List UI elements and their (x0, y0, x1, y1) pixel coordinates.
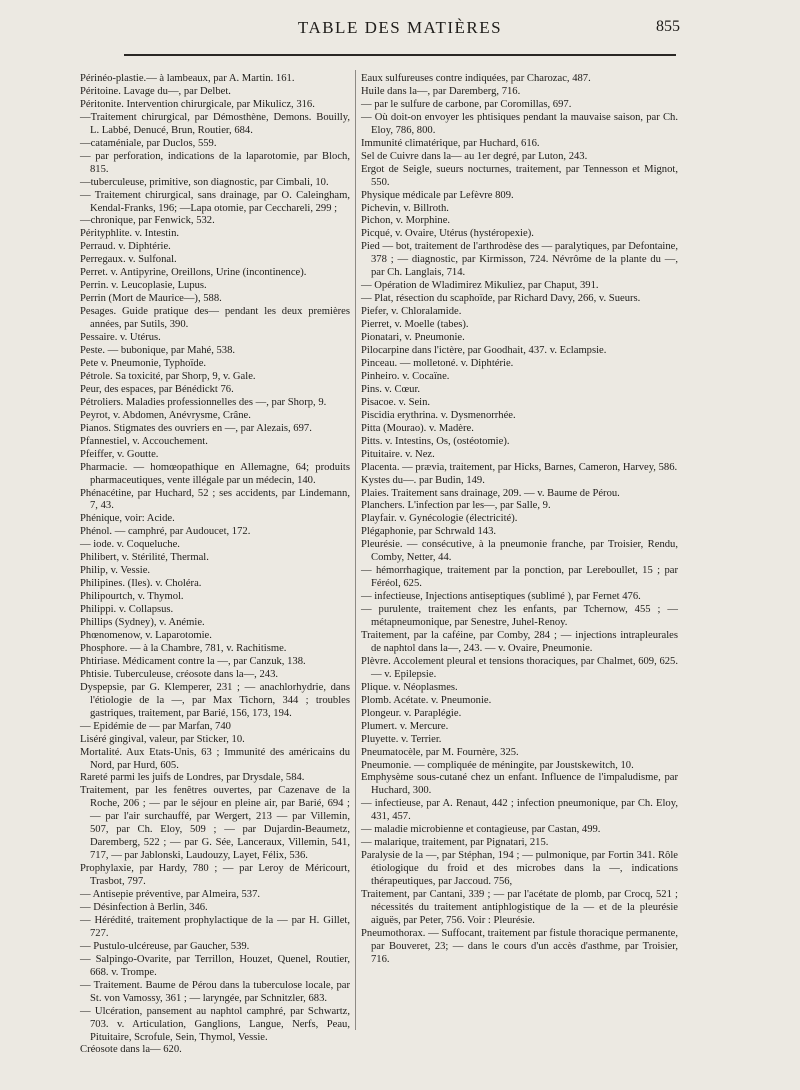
index-entry: Pichon, v. Morphine. (361, 215, 451, 227)
index-entry: Pétrole. Sa toxicité, par Shorp, 9, v. Gale. (80, 370, 256, 382)
index-entry: Philibert, v. Stérilité, Thermal. (80, 552, 209, 564)
index-entry: Périnéo-plastie.— à lambeaux, par A. Martin. 161. (80, 73, 295, 84)
index-entry: Peste. — bubonique, par Mahé, 538. (80, 345, 236, 357)
index-entry: —tuberculeuse, primitive, son diagnostic, par Cimbali, 10. (80, 176, 329, 188)
index-entry: Emphysème sous-cutané chez un enfant. Influence de l'impaludisme, par Huchard, 300. (361, 772, 678, 797)
index-entry: Perraud. v. Diphtérie. (80, 241, 171, 253)
index-entry: Pfannestiel, v. Accouchement. (80, 435, 208, 447)
index-entry: Perret. v. Antipyrine, Oreillons, Urine (incontinence). (80, 267, 307, 279)
index-entry: Huile dans la—, par Daremberg, 716. (361, 85, 521, 97)
index-entry: — Antisepie préventive, par Almeira, 537. (80, 889, 261, 901)
index-entry: Perrin (Mort de Maurice—), 588. (80, 293, 222, 305)
right-column (361, 73, 678, 967)
index-entry: — Désinfection à Berlin, 346. (80, 902, 208, 913)
index-entry: Pneumatocèle, par M. Fournère, 325. (361, 746, 519, 758)
index-entry: Pharmacie. — homœopathique en Allemagne, 64; produits pharmaceutiques, vente illégale par un médecin, 140. (80, 461, 350, 486)
index-entry: — Plat, résection du scaphoïde, par Richard Davy, 266, v. Sueurs. (361, 293, 641, 305)
index-entry: Rareté parmi les juifs de Londres, par Drysdale, 584. (80, 772, 305, 784)
index-entry: Pichevin, v. Billroth. (361, 202, 449, 214)
index-entry: Plumert. v. Mercure. (361, 720, 449, 732)
index-entry: Plégaphonie, par Schrwald 143. (361, 526, 497, 538)
index-entry: Phillips (Sydney), v. Anémie. (80, 617, 205, 629)
page-header (0, 16, 800, 44)
index-entry: —Traitement chirurgical, par Démosthène, Demons. Bouilly, L. Labbé, Denucé, Brun, Routier, 684. (80, 111, 350, 136)
header-rule (124, 54, 676, 56)
index-entry: Pneumothorax. — Suffocant, traitement par fistule thoracique permanente, par Bouveret, 23; — dans le cours d'un accès d'asthme, par Troisier, 716. (361, 927, 678, 965)
index-entry: Pins. v. Cœur. (361, 383, 421, 395)
index-entry: Pfeiffer, v. Goutte. (80, 448, 159, 460)
index-entry: — maladie microbienne et contagieuse, par Castan, 499. (361, 824, 601, 836)
index-entry: Péritoine. Lavage du—, par Delbet. (80, 85, 231, 97)
running-title: TABLE DES MATIÈRES (297, 18, 503, 37)
index-entry: Plèvre. Accolement pleural et tensions thoraciques, par Chalmet, 609, 625. — v. Epilepsie. (361, 655, 678, 680)
index-entry: Picqué, v. Ovaire, Utérus (hystéropexie). (361, 228, 534, 240)
index-entry: Pitts. v. Intestins, Os, (ostéotomie). (361, 435, 510, 447)
index-entry: Peur, des espaces, par Bénédickt 76. (80, 383, 234, 395)
index-entry: Dyspepsie, par G. Klemperer, 231 ; — anachlorhydrie, dans l'étiologie de la —, par Max Tichorn, 344 ; troubles gastriques, traitement, par Barié, 156, 173, 194. (80, 681, 350, 719)
index-entry: — par perforation, indications de la laparotomie, par Bloch, 815. (80, 150, 350, 175)
index-entry: Phénacétine, par Huchard, 52 ; ses accidents, par Lindemann, 7, 43. (80, 487, 350, 512)
index-entry: Pesages. Guide pratique des— pendant les deux premières années, par Sutils, 390. (80, 306, 350, 331)
index-entry: Pianos. Stigmates des ouvriers en —, par Alezais, 697. (80, 422, 312, 434)
index-entry: Pinceau. — molletoné. v. Diphtérie. (361, 357, 514, 369)
index-entry: Eaux sulfureuses contre indiquées, par Charozac, 487. (361, 73, 591, 84)
index-entry: Traitement, par les fenêtres ouvertes, par Cazenave de la Roche, 206 ; — par le séjour en pleine air, par Barié, 694 ; — par l'air surchauffé, par Wergert, 213 — par Villemin, 507, par Ch. Eloy, 509 ; — par Dujardin-Beaumetz, Daremberg, 522 ; — par G. Sée, Lanceraux, Villemin, 541, 717, — par Jablonski, Laudouzy, Layet, Félix, 536. (80, 785, 350, 862)
index-entry: — infectieuse, par A. Renaut, 442 ; infection pneumonique, par Ch. Eloy, 431, 457. (361, 798, 678, 823)
index-entry: Pilocarpine dans l'ictère, par Goodhait, 437. v. Eclampsie. (361, 345, 607, 357)
left-column (80, 73, 350, 1057)
index-entry: — iode. v. Coqueluche. (80, 539, 180, 551)
index-entry: — Opération de Wladimirez Mikuliez, par Chaput, 391. (361, 280, 599, 292)
index-entry: Pétroliers. Maladies professionnelles des —, par Shorp, 9. (80, 396, 327, 408)
index-entry: — infectieuse, Injections antiseptiques (sublimé ), par Fernet 476. (361, 591, 641, 603)
index-entry: Plique. v. Néoplasmes. (361, 681, 458, 693)
index-entry: — par le sulfure de carbone, par Coromillas, 697. (361, 98, 572, 110)
index-entry: Pessaire. v. Utérus. (80, 332, 161, 344)
index-entry: Pied — bot, traitement de l'arthrodèse des — paralytiques, par Defontaine, 378 ; — diagnostic, par Kirmisson, 724. Névrôme de la plante du —, par Ch. Langlais, 714. (361, 241, 678, 279)
index-entry: Perregaux. v. Sulfonal. (80, 254, 177, 266)
index-entry: Traitement, par Cantani, 339 ; — par l'acétate de plomb, par Crocq, 521 ; nécessités du traitement antiphlogistique de la — et de la pleurésie aiguës, par Peter, 756. Voir : Pleurésie. (361, 889, 678, 926)
index-entry: Traitement, par la caféine, par Comby, 284 ; — injections intrapleurales de naphtol dans la—, 243. — v. Ovaire, Pneumonie. (361, 629, 678, 654)
index-entry: Phénol. — camphré, par Audoucet, 172. (80, 526, 251, 538)
index-entry: — Pustulo-ulcéreuse, par Gaucher, 539. (80, 940, 250, 952)
index-entry: — Où doit-on envoyer les phtisiques pendant la mauvaise saison, par Ch. Eloy, 786, 800. (361, 111, 678, 136)
index-entry: Philipines. (Iles). v. Choléra. (80, 578, 202, 590)
index-entry: — purulente, traitement chez les enfants, par Tchernow, 455 ; — métapneumonique, par Senestre, Juhel-Renoy. (361, 604, 678, 629)
index-entry: — malarique, traitement, par Pignatari, 215. (361, 837, 549, 849)
index-entry: Phénique, voir: Acide. (80, 513, 175, 525)
index-entry: Pionatari, v. Pneumonie. (361, 332, 465, 344)
index-entry: Physique médicale par Lefèvre 809. (361, 189, 514, 201)
index-entry: Philippi. v. Collapsus. (80, 604, 174, 616)
index-entry: Phœnomenow, v. Laparotomie. (80, 629, 212, 641)
index-entry: — hémorrhagique, traitement par la ponction, par Lereboullet, 15 ; par Féréol, 625. (361, 565, 678, 590)
index-entry: Peyrot, v. Abdomen, Anévrysme, Crâne. (80, 409, 251, 421)
index-entry: Piscidia erythrina. v. Dysmenorrhée. (361, 409, 516, 421)
index-entry: — Salpingo-Ovarite, par Terrillon, Houzet, Quenel, Routier, 668. v. Trompe. (80, 953, 350, 978)
index-entry: Péritonite. Intervention chirurgicale, par Mikulicz, 316. (80, 98, 315, 110)
index-entry: Immunité climatérique, par Huchard, 616. (361, 137, 540, 149)
index-entry: Prophylaxie, par Hardy, 780 ; — par Leroy de Méricourt, Trasbot, 797. (80, 863, 350, 888)
index-entry: Kystes du—. par Budin, 149. (361, 474, 485, 486)
index-entry: Philip, v. Vessie. (80, 565, 151, 577)
index-entry: Pituitaire. v. Nez. (361, 448, 435, 460)
index-entry: Plaies. Traitement sans drainage, 209. — v. Baume de Pérou. (361, 487, 620, 499)
index-entry: Pierret, v. Moelle (tabes). (361, 319, 469, 331)
index-entry: Pisacoe. v. Sein. (361, 396, 431, 408)
index-entry: Phtiriase. Médicament contre la —, par Canzuk, 138. (80, 655, 306, 667)
index-entry: Ergot de Seigle, sueurs nocturnes, traitement, par Tennesson et Mignot, 550. (361, 163, 678, 188)
index-entry: — Traitement chirurgical, sans drainage, par O. Caleingham, Kendal-Franks, 196; —Lapa otomie, par Cecchareli, 299 ; (80, 189, 350, 214)
index-entry: Pleurésie. — consécutive, à la pneumonie franche, par Troisier, Rendu, Comby, Netter, 44. (361, 539, 678, 564)
index-entry: Pneumonie. — compliquée de méningite, par Joustskewitch, 10. (361, 759, 634, 771)
index-entry: Pluyette. v. Terrier. (361, 733, 442, 745)
index-entry: —chronique, par Fenwick, 532. (80, 215, 215, 227)
index-entry: Pinheiro. v. Cocaïne. (361, 370, 450, 382)
index-entry: Phosphore. — à la Chambre, 781, v. Rachitisme. (80, 642, 287, 654)
column-divider (355, 70, 356, 1030)
index-entry: Plomb. Acétate. v. Pneumonie. (361, 694, 492, 706)
index-entry: — Ulcération, pansement au naphtol camphré, par Schwartz, 703. v. Articulation, Ganglions, Langue, Nerfs, Peau, Pituitaire, Scrofule, Sein, Thymol, Vessie. (80, 1005, 350, 1043)
index-entry: — Hérédité, traitement prophylactique de la — par H. Gillet, 727. (80, 914, 350, 939)
index-entry: Planchers. L'infection par les—, par Salle, 9. (361, 500, 551, 512)
index-entry: Piefer, v. Chloralamide. (361, 306, 462, 318)
index-entry: Playfair. v. Gynécologie (électricité). (361, 513, 518, 525)
index-entry: Plongeur. v. Paraplégie. (361, 707, 462, 719)
index-entry: Liséré gingival, valeur, par Sticker, 10. (80, 733, 245, 745)
index-entry: Phtisie. Tuberculeuse, créosote dans la—, 243. (80, 668, 279, 680)
index-entry: Sel de Cuivre dans la— au 1er degré, par Luton, 243. (361, 150, 588, 162)
index-entry: — Epidémie de — par Marfan, 740 (80, 720, 231, 732)
page-number: 855 (656, 18, 680, 35)
index-entry: Placenta. — prævia, traitement, par Hicks, Barnes, Cameron, Harvey, 586. (361, 461, 678, 473)
index-entry: —cataméniale, par Duclos, 559. (80, 137, 217, 149)
index-entry: Perrin. v. Leucoplasie, Lupus. (80, 280, 207, 292)
index-entry: — Traitement. Baume de Pérou dans la tuberculose locale, par St. von Vamossy, 361 ; — laryngée, par Schnitzler, 683. (80, 979, 350, 1004)
index-entry: Mortalité. Aux Etats-Unis, 63 ; Immunité des américains du Nord, par Hurd, 605. (80, 746, 350, 771)
index-entry: Pitta (Mourao). v. Madère. (361, 422, 474, 434)
index-entry: Pete v. Pneumonie, Typhoïde. (80, 357, 207, 369)
index-entry: Paralysie de la —, par Stéphan, 194 ; — pulmonique, par Fortin 341. Rôle étiologique du froid et des microbes dans la —, indications thérapeutiques, par Jaccoud. 756, (361, 850, 678, 888)
index-entry: Créosote dans la— 620. (80, 1044, 182, 1056)
index-entry: Pérityphlite. v. Intestin. (80, 228, 180, 240)
index-entry: Philipourtch, v. Thymol. (80, 591, 184, 603)
